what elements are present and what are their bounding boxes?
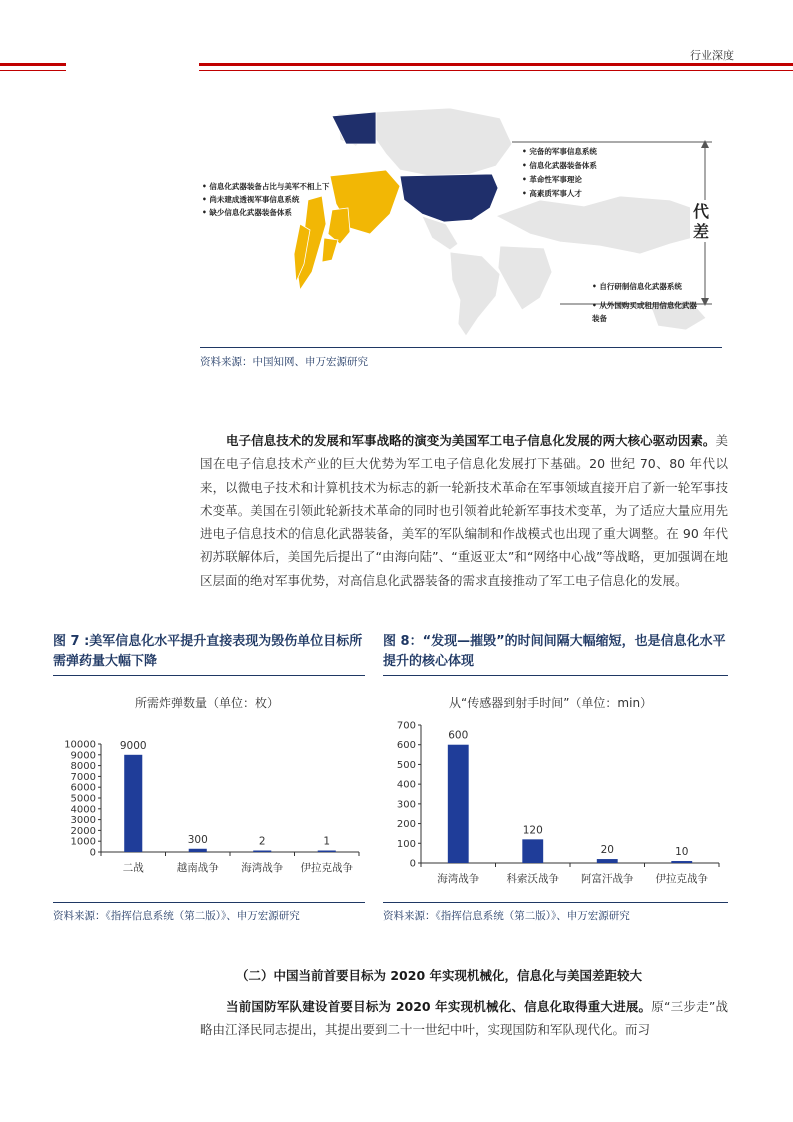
map-left-note-1: • 信息化武器装备占比与美军不相上下 xyxy=(202,182,330,191)
gap-label-char-2: 差 xyxy=(693,222,710,241)
header-rule-left-thick xyxy=(0,63,66,66)
header-label: 行业深度 xyxy=(690,49,734,62)
map-right-note-1: • 完备的军事信息系统 xyxy=(522,147,597,156)
chart1-y-tick-label: 5000 xyxy=(70,793,96,805)
map-right-note-3: • 革命性军事理论 xyxy=(522,175,582,184)
map-source: 资料来源：中国知网、申万宏源研究 xyxy=(200,356,368,368)
chart1-data-label: 300 xyxy=(187,833,208,846)
figure8-chart xyxy=(383,690,728,890)
map-bottom-rule xyxy=(200,347,722,348)
figure7-source: 资料来源：《指挥信息系统（第二版）》、申万宏源研究 xyxy=(53,910,300,922)
chart1-bar xyxy=(124,755,142,852)
section-heading: （二）中国当前首要目标为 2020 年实现机械化，信息化与美国差距较大 xyxy=(236,968,642,983)
figure7-bottom-rule xyxy=(53,902,365,903)
chart2-data-label: 120 xyxy=(522,824,543,837)
chart2-y-tick-label: 500 xyxy=(396,759,416,771)
figure8-bottom-rule xyxy=(383,902,728,903)
header-rule-right-thin xyxy=(199,70,793,71)
chart2-y-tick-label: 0 xyxy=(409,858,416,870)
map-right-bottom-note-1: • 自行研制信息化武器系统 xyxy=(592,282,682,291)
chart1-title: 所需炸弹数量（单位：枚） xyxy=(135,696,280,710)
paragraph-2 xyxy=(200,995,728,1042)
chart2-y-tick-label: 400 xyxy=(396,779,416,791)
map-land-korea-south xyxy=(322,238,338,262)
header-rule-right-thick xyxy=(199,63,793,66)
chart1-y-tick-label: 2000 xyxy=(70,825,96,837)
chart1-category-label: 伊拉克战争 xyxy=(300,862,353,874)
map-land-eurasia xyxy=(496,196,710,254)
chart2-bar xyxy=(448,745,469,863)
figure7-chart xyxy=(53,690,365,890)
chart2-category-label: 科索沃战争 xyxy=(506,873,559,885)
chart1-data-label: 2 xyxy=(258,835,266,848)
map-land-alaska-usa xyxy=(332,112,376,144)
chart1-y-tick-label: 1000 xyxy=(70,836,96,848)
figure8-title: 图 8：“发现—摧毁”的时间间隔大幅缩短，也是信息化水平提升的核心体现 xyxy=(383,634,726,669)
map-land-south-america xyxy=(450,252,500,336)
map-land-usa xyxy=(400,174,498,222)
chart1-y-tick-label: 10000 xyxy=(64,739,96,751)
chart1-bar xyxy=(253,851,271,853)
chart1-y-tick-label: 9000 xyxy=(70,750,96,762)
figure8-top-rule xyxy=(383,675,728,676)
chart2-bar xyxy=(597,859,618,863)
paragraph-1-lead: 电子信息技术的发展和军事战略的演变为美国军工电子信息化发展的两大核心驱动因素。 xyxy=(226,433,716,448)
map-land-korea xyxy=(328,208,350,244)
gap-arrow-bottom xyxy=(701,298,709,306)
map-left-notes xyxy=(202,180,329,219)
map-right-bottom-notes xyxy=(592,280,702,325)
map-right-note-2: • 信息化武器装备体系 xyxy=(522,161,597,170)
paragraph-2-lead: 当前国防军队建设首要目标为 2020 年实现机械化、信息化取得重大进展。 xyxy=(226,999,652,1014)
chart1-data-label: 9000 xyxy=(119,739,147,752)
chart2-y-tick-label: 100 xyxy=(396,838,416,850)
map-land-alaska-canada xyxy=(372,108,512,176)
chart2-bar xyxy=(522,839,543,863)
chart2-y-tick-label: 600 xyxy=(396,740,416,752)
chart1-y-tick-label: 7000 xyxy=(70,771,96,783)
chart1-bar xyxy=(318,851,336,853)
map-right-bottom-note-2: • 从外国购买或租用信息化武器装备 xyxy=(592,301,697,323)
chart1-category-label: 越南战争 xyxy=(176,862,219,874)
map-land-africa xyxy=(498,246,552,310)
chart2-data-label: 10 xyxy=(675,846,689,859)
paragraph-1 xyxy=(200,429,728,592)
chart1-bar xyxy=(189,849,207,852)
figure7-top-rule xyxy=(53,675,365,676)
figure8-source: 资料来源：《指挥信息系统（第二版）》、申万宏源研究 xyxy=(383,910,630,922)
chart1-y-tick-label: 3000 xyxy=(70,815,96,827)
chart1-y-tick-label: 0 xyxy=(89,847,96,859)
paragraph-2-body: 原“三步走”战略由江泽民同志提出，其提出要到二十一世纪中叶，实现国防和军队现代化。而习 xyxy=(200,999,729,1038)
chart2-category-label: 伊拉克战争 xyxy=(655,873,708,885)
chart1-category-label: 海湾战争 xyxy=(241,862,284,874)
map-right-top-notes xyxy=(522,145,597,201)
chart2-y-tick-label: 300 xyxy=(396,799,416,811)
chart2-y-tick-label: 700 xyxy=(396,720,416,732)
chart2-bar xyxy=(671,861,692,863)
gap-arrow-top xyxy=(701,140,709,148)
chart2-svg xyxy=(383,690,728,890)
map-left-note-2: • 尚未建成透视军事信息系统 xyxy=(202,195,300,204)
chart1-data-label: 1 xyxy=(323,835,331,848)
map-left-note-3: • 缺少信息化武器装备体系 xyxy=(202,208,292,217)
gap-label-char-1: 代 xyxy=(693,202,710,221)
chart1-category-label: 二战 xyxy=(122,862,144,874)
chart1-y-tick-label: 8000 xyxy=(70,761,96,773)
chart2-title: 从“传感器到射手时间”（单位：min） xyxy=(449,696,653,710)
map-right-note-4: • 高素质军事人才 xyxy=(522,189,582,198)
chart1-y-tick-label: 4000 xyxy=(70,804,96,816)
chart2-category-label: 海湾战争 xyxy=(437,873,480,885)
world-map-figure xyxy=(200,104,720,342)
chart1-y-tick-label: 6000 xyxy=(70,782,96,794)
chart2-y-tick-label: 200 xyxy=(396,819,416,831)
figure7-title: 图 7 :美军信息化水平提升直接表现为毁伤单位目标所需弹药量大幅下降 xyxy=(53,634,363,669)
chart2-data-label: 600 xyxy=(448,729,469,742)
chart1-svg xyxy=(53,690,365,890)
paragraph-1-body: 美国在电子信息技术产业的巨大优势为军工电子信息化发展打下基础。20 世纪 70、80 年代以来，以微电子技术和计算机技术为标志的新一轮新技术革命在军事领域直接开启了新一轮军事技术变革。美国在引领此轮新技术革命的同时也引领着此轮新军事技术变革，为了适应大量应用先进电子信息技术的信息化武器装备，美军的军队编制和作战模式也出现了重大调整。在 90 年代初苏联解体后，美国先后提出了“由海向陆”、“重返亚太”和“网络中心战”等战略，更加强调在地区层面的绝对军事优势，对高信息化武器装备的需求直接推动了军工电子信息化的发展。 xyxy=(200,433,728,588)
chart2-category-label: 阿富汗战争 xyxy=(581,873,634,885)
header-rule-left-thin xyxy=(0,70,66,71)
chart2-data-label: 20 xyxy=(600,844,614,857)
